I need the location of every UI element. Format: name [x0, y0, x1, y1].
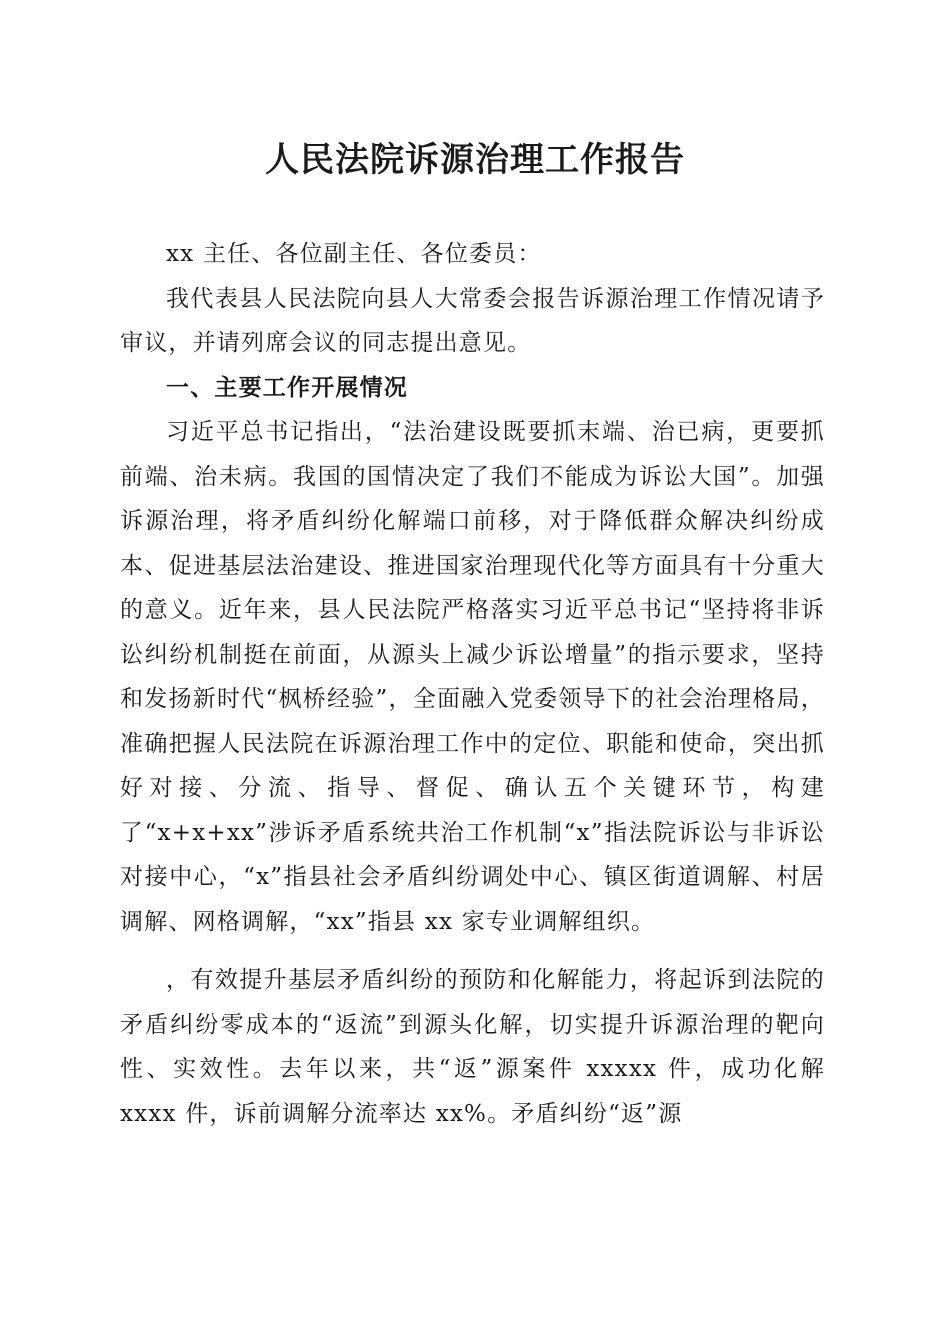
intro-paragraph: 我代表县人民法院向县人大常委会报告诉源治理工作情况请予审议，并请列席会议的同志提出意见。: [120, 285, 825, 356]
salutation: xx 主任、各位副主任、各位委员：: [166, 241, 542, 267]
body-paragraph: 习近平总书记指出，“法治建设既要抓末端、治已病，更要抓前端、治未病。我国的国情决定了我们不能成为诉讼大国”。加强诉源治理，将矛盾纠纷化解端口前移，对于降低群众解决纠纷成本、促进基层法治建设、推进国家治理现代化等方面具有十分重大的意义。近年来，县人民法院严格落实习近平总书记“坚持将非诉讼纠纷机制挺在前面，从源头上减少诉讼增量”的指示要求，坚持和发扬新时代“枫桥经验”，全面融入党委领导下的社会治理格局，准确把握人民法院在诉源治理工作中的定位、职能和使命，突出抓好对接、分流、指导、督促、确认五个关键环节，构建了“x+x+xx”涉诉矛盾系统共治工作机制“x”指法院诉讼与非诉讼对接中心，“x”指县社会矛盾纠纷调处中心、镇区街道调解、村居调解、网格调解，“xx”指县 xx 家专业调解组织。: [120, 419, 825, 935]
document-body: [120, 232, 825, 1136]
document-title: 人民法院诉源治理工作报告: [265, 140, 685, 180]
section-heading: 一、主要工作开展情况: [166, 374, 408, 401]
body-paragraph: ，有效提升基层矛盾纠纷的预防和化解能力，将起诉到法院的矛盾纠纷零成本的“返流”到源头化解，切实提升诉源治理的靶向性、实效性。去年以来，共“返”源案件 xxxxx 件，成功化解 xxxx 件，诉前调解分流率达 xx%。矛盾纠纷“返”源: [120, 967, 825, 1127]
